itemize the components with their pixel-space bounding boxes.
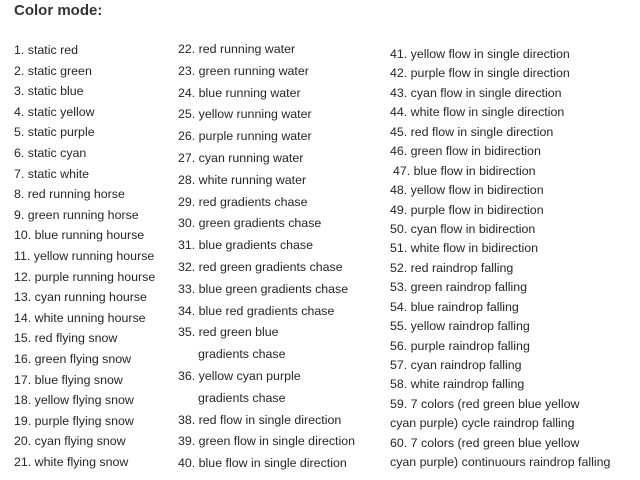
mode-item: 48. yellow flow in bidirection: [390, 183, 544, 198]
mode-item: 43. cyan flow in single direction: [390, 85, 562, 100]
mode-item: 13. cyan running hourse: [14, 290, 147, 305]
mode-item: 16. green flying snow: [14, 351, 132, 366]
mode-item: 38. red flow in single direction: [178, 412, 342, 427]
mode-item: 30. green gradients chase: [178, 216, 322, 231]
mode-item: 17. blue flying snow: [14, 372, 123, 387]
mode-item: 26. purple running water: [178, 129, 312, 144]
mode-item: 59. 7 colors (red green blue yellow: [390, 396, 580, 411]
mode-item: 40. blue flow in single direction: [178, 456, 347, 471]
mode-item: 52. red raindrop falling: [390, 260, 514, 275]
mode-item: 60. 7 colors (red green blue yellow: [390, 435, 580, 450]
mode-item: 5. static purple: [14, 125, 95, 140]
mode-item: 56. purple raindrop falling: [390, 338, 530, 353]
mode-item: 15. red flying snow: [14, 331, 118, 346]
mode-item: 4. static yellow: [14, 104, 95, 119]
mode-item: 54. blue raindrop falling: [390, 299, 519, 314]
mode-item: 27. cyan running water: [178, 150, 304, 165]
mode-item: 18. yellow flying snow: [14, 393, 134, 408]
mode-item: 11. yellow running hourse: [14, 248, 155, 263]
mode-list-column-3: [390, 45, 610, 473]
mode-item: 36. yellow cyan purple: [178, 368, 301, 383]
mode-item: 45. red flow in single direction: [390, 124, 554, 139]
mode-item: 21. white flying snow: [14, 454, 129, 469]
mode-item: 53. green raindrop falling: [390, 280, 528, 295]
mode-item: 57. cyan raindrop falling: [390, 358, 522, 372]
mode-list-column-1: [14, 40, 155, 472]
mode-item: 28. white running water: [178, 172, 307, 187]
mode-list-column-2: [178, 39, 355, 475]
mode-item: 32. red green gradients chase: [178, 259, 343, 274]
mode-item: 6. static cyan: [14, 145, 87, 160]
mode-item: 12. purple running hourse: [14, 269, 156, 284]
mode-item: 31. blue gradients chase: [178, 238, 314, 253]
mode-item: 49. purple flow in bidirection: [390, 202, 544, 217]
mode-item: 1. static red: [14, 43, 79, 57]
mode-item: 47. blue flow in bidirection: [393, 163, 536, 178]
mode-item: 23. green running water: [178, 63, 309, 78]
mode-item: 24. blue running water: [178, 85, 301, 100]
page-title: Color mode:: [14, 2, 103, 19]
mode-item: 58. white raindrop falling: [390, 377, 525, 392]
mode-item: 10. blue running hourse: [14, 228, 145, 243]
mode-item: 29. red gradients chase: [178, 194, 308, 209]
mode-item: gradients chase: [198, 390, 286, 405]
mode-item: 14. white unning hourse: [14, 310, 146, 325]
mode-item: 55. yellow raindrop falling: [390, 319, 530, 334]
mode-item: 50. cyan flow in bidirection: [390, 221, 536, 236]
mode-item: 46. green flow in bidirection: [390, 144, 541, 159]
mode-item: 35. red green blue: [178, 325, 279, 340]
mode-item: 25. yellow running water: [178, 107, 312, 122]
mode-item: cyan purple) cycle raindrop falling: [390, 416, 575, 431]
mode-item: 39. green flow in single direction: [178, 434, 356, 449]
mode-item: 3. static blue: [14, 84, 84, 99]
mode-item: 9. green running horse: [14, 207, 139, 222]
mode-item: gradients chase: [198, 347, 286, 362]
mode-item: 42. purple flow in single direction: [390, 66, 570, 81]
mode-item: cyan purple) continuours raindrop falling: [390, 455, 611, 470]
mode-item: 44. white flow in single direction: [390, 105, 565, 120]
mode-item: 22. red running water: [178, 42, 296, 56]
mode-item: 33. blue green gradients chase: [178, 281, 349, 296]
mode-item: 51. white flow in bidirection: [390, 241, 539, 256]
mode-item: 7. static white: [14, 166, 90, 181]
mode-item: 19. purple flying snow: [14, 413, 134, 428]
mode-item: 20. cyan flying snow: [14, 434, 126, 449]
mode-item: 41. yellow flow in single direction: [390, 47, 570, 61]
mode-item: 34. blue red gradients chase: [178, 303, 335, 318]
mode-item: 2. static green: [14, 63, 92, 78]
mode-item: 8. red running horse: [14, 187, 125, 202]
